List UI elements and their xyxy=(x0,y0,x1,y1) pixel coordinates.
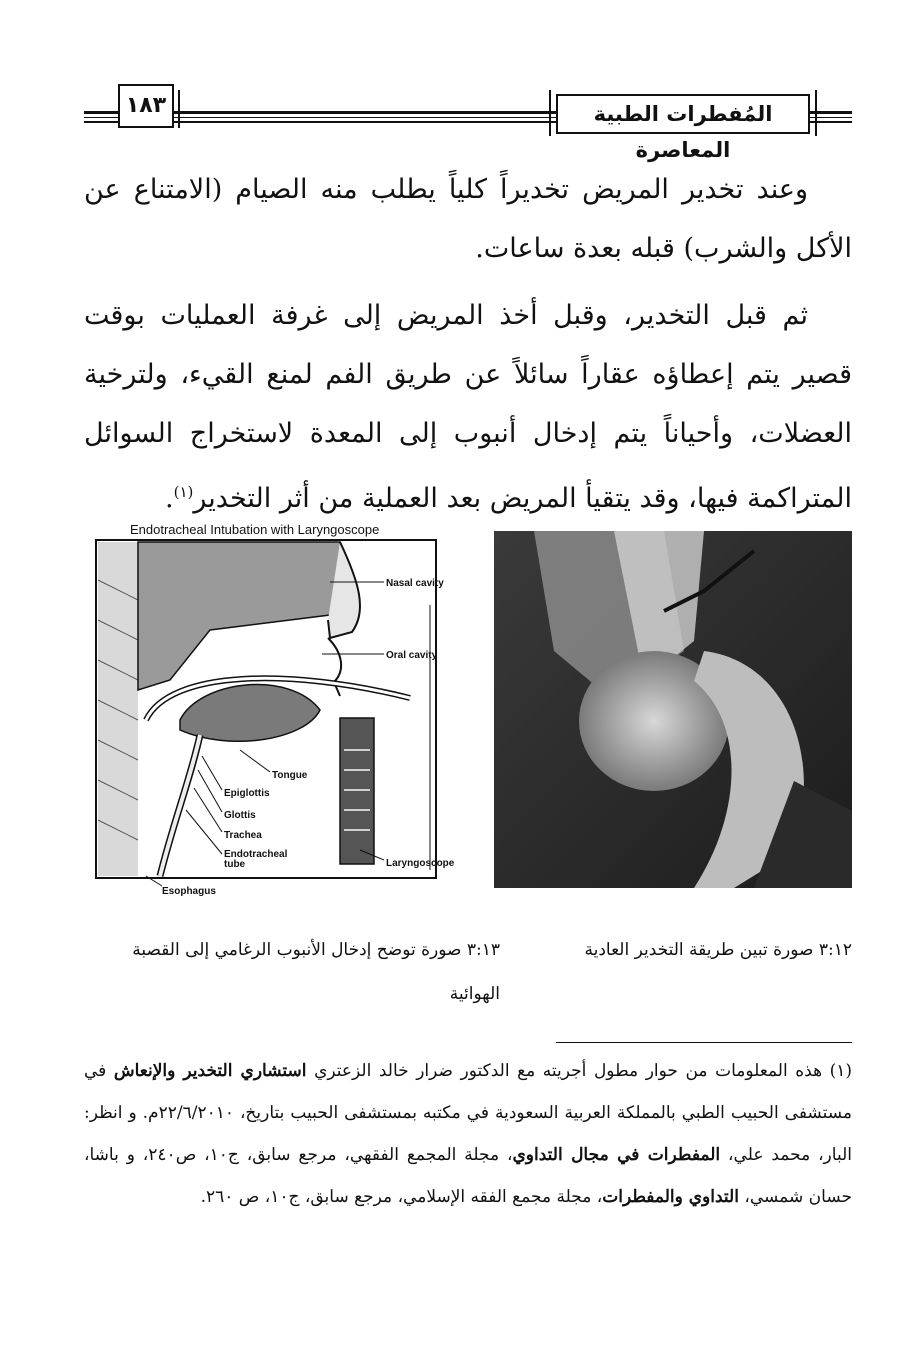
footnote-bold: استشاري التخدير والإنعاش xyxy=(113,1061,307,1081)
footnote-bold: التداوي والمفطرات xyxy=(602,1187,739,1207)
footnote-separator xyxy=(556,1042,852,1043)
footnote-text: هذه المعلومات من حوار مطول أجريته مع الدكتور ضرار خالد الزعتري xyxy=(314,1061,823,1081)
label-tube: tube xyxy=(224,859,246,870)
footnote-bold: المفطرات في مجال التداوي xyxy=(512,1145,721,1165)
paragraph-text: ثم قبل التخدير، وقبل أخذ المريض إلى غرفة العمليات بوقت قصير يتم إعطاؤه عقاراً سائلاً عن طريق الفم لمنع القيء، ولترخية العضلات، وأحياناً يتم إدخال أنبوب إلى المعدة لاستخراج السوائل المتراكمة فيها، وقد يتقيأ المريض بعد العملية من أثر التخدير xyxy=(84,300,852,514)
caption-fig-3-12: ٣:١٢ صورة تبين طريقة التخدير العادية xyxy=(584,940,852,960)
label-trachea: Trachea xyxy=(224,830,262,841)
footnote-ref[interactable]: (١) xyxy=(173,483,194,501)
caption-fig-3-13: ٣:١٣ صورة توضح إدخال الأنبوب الرغامي إلى القصبة الهوائية xyxy=(132,940,500,1004)
diagram-title: Endotracheal Intubation with Laryngoscope xyxy=(130,522,380,537)
footnote-text: ، مجلة المجمع الفقهي، مرجع سابق، ج١٠، ص٢٤٠، و باشا، حسان شمسي، xyxy=(84,1145,852,1207)
intubation-diagram xyxy=(90,520,490,900)
footnote-text: في مستشفى الحبيب الطبي بالمملكة العربية السعودية في مكتبه بمستشفى الحبيب بتاريخ، ٢٢/٦/٢٠١٠م. و انظر: البار، محمد علي، xyxy=(84,1061,852,1165)
label-nasal-cavity: Nasal cavity xyxy=(386,578,444,589)
label-glottis: Glottis xyxy=(224,810,256,821)
footnote-number: (١) xyxy=(829,1061,853,1081)
label-tongue: Tongue xyxy=(272,770,308,781)
paragraph xyxy=(84,286,852,528)
body-text xyxy=(84,160,852,528)
label-esophagus: Esophagus xyxy=(162,886,216,897)
paragraph-end: . xyxy=(165,483,174,514)
label-oral-cavity: Oral cavity xyxy=(386,650,438,661)
footnote xyxy=(84,1050,852,1218)
label-laryngoscope: Laryngoscope xyxy=(386,858,455,869)
label-endotracheal: Endotracheal xyxy=(224,849,288,860)
page-number: ١٨٣ xyxy=(118,84,174,128)
spine-region xyxy=(98,542,138,876)
running-title: المُفطرات الطبية المعاصرة xyxy=(556,94,810,134)
paragraph: وعند تخدير المريض تخديراً كلياً يطلب منه الصيام (الامتناع عن الأكل والشرب) قبله بعدة ساعات. xyxy=(84,174,852,264)
anesthesia-photo xyxy=(494,531,852,888)
label-epiglottis: Epiglottis xyxy=(224,788,270,799)
footnote-text: ، مجلة مجمع الفقه الإسلامي، مرجع سابق، ج١٠، ص ٢٦٠. xyxy=(200,1187,603,1207)
